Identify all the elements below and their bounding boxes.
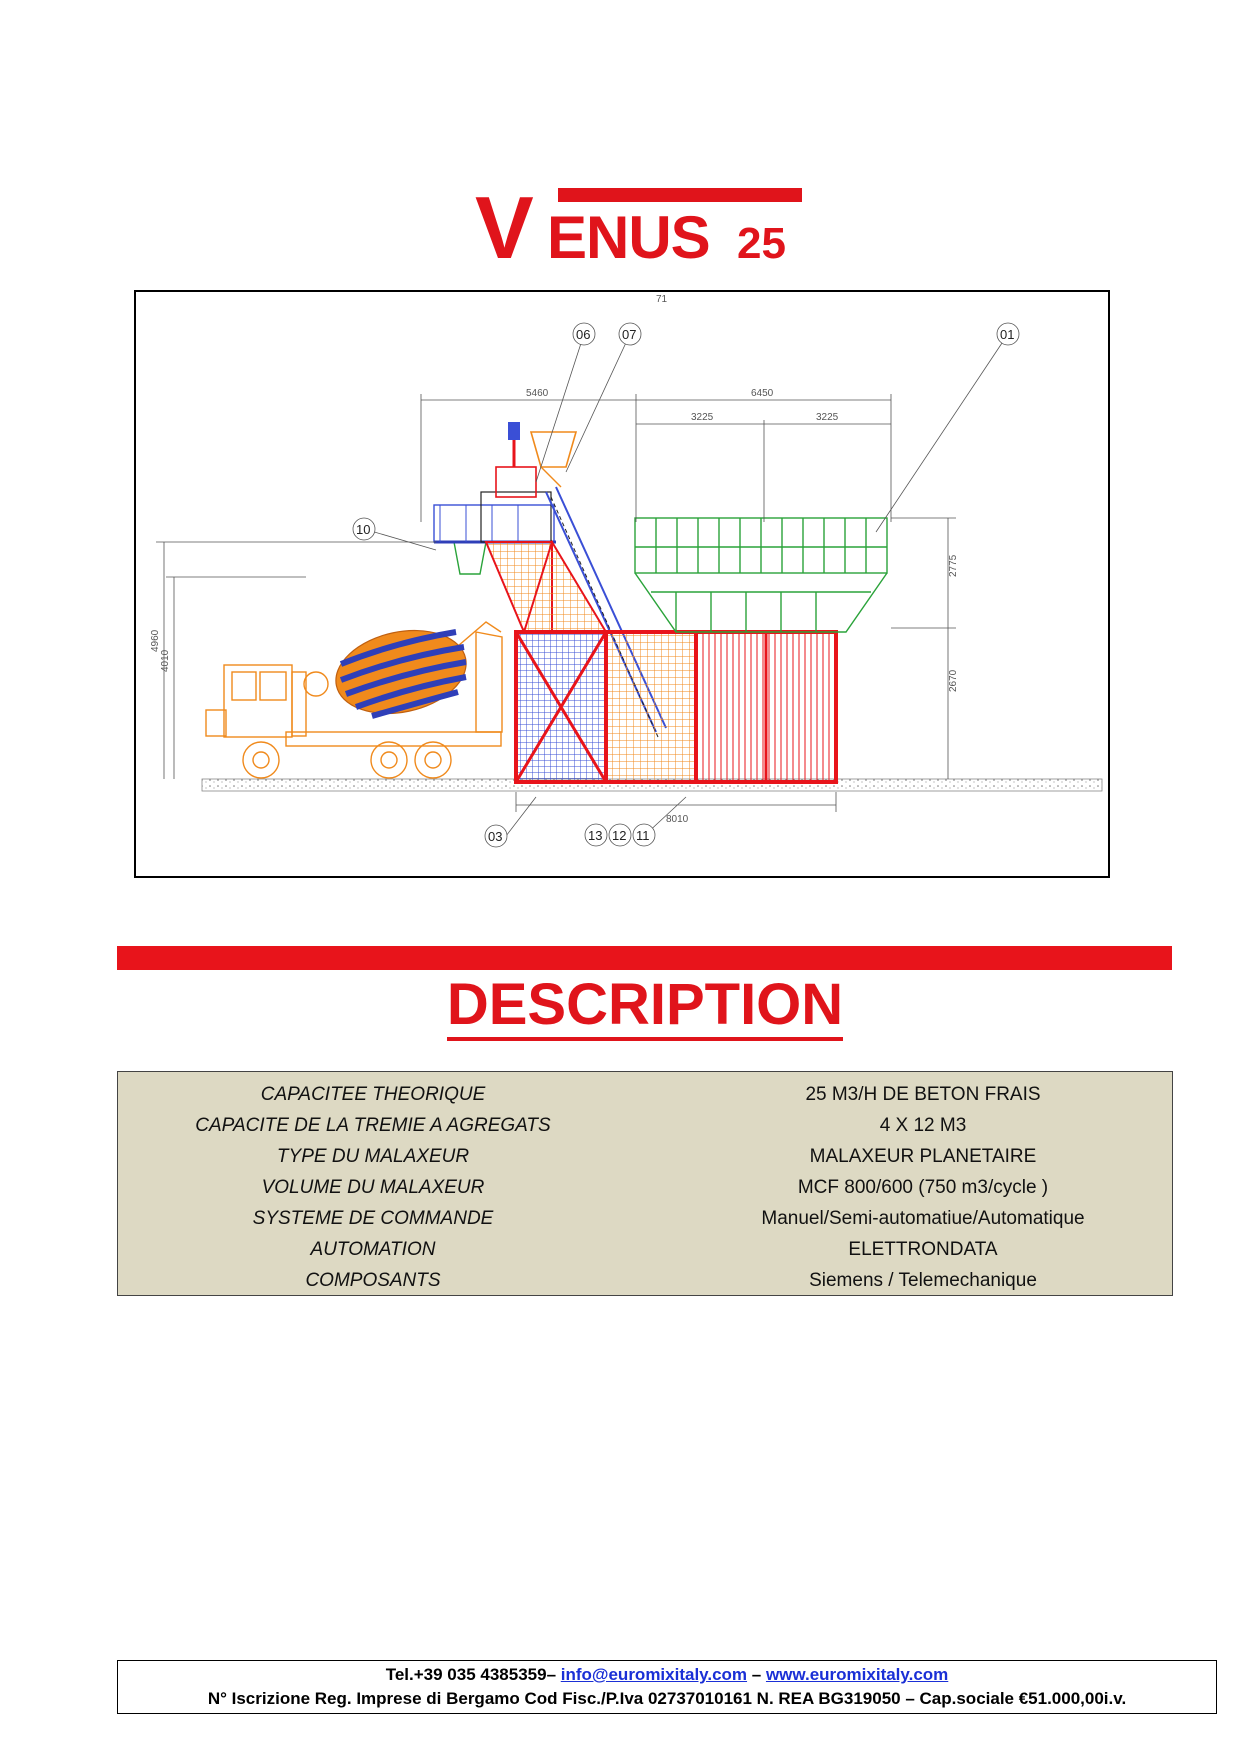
spec-value: Manuel/Semi-automatiue/Automatique <box>761 1208 1085 1229</box>
footer-tel: Tel.+39 035 4385359 <box>385 1665 547 1684</box>
footer-separator: – <box>546 1665 561 1684</box>
mixer-drum-icon <box>328 619 474 725</box>
mixer-platform <box>434 422 556 542</box>
spec-value: MCF 800/600 (750 m3/cycle ) <box>797 1177 1049 1198</box>
spec-row <box>118 1141 1172 1172</box>
description-heading-text: DESCRIPTION <box>447 972 843 1041</box>
discharge-cone <box>454 542 486 574</box>
spec-label: COMPOSANTS <box>305 1270 441 1291</box>
product-logo <box>475 178 805 278</box>
spec-label: AUTOMATION <box>310 1239 436 1260</box>
description-heading <box>0 970 1240 1040</box>
dimension-5460: 5460 <box>526 388 549 399</box>
callout-12: 12 <box>612 828 627 843</box>
dimension-6450: 6450 <box>751 388 774 399</box>
spec-label: VOLUME DU MALAXEUR <box>261 1177 485 1198</box>
spec-row <box>118 1234 1172 1265</box>
spec-label: CAPACITE DE LA TREMIE A AGREGATS <box>195 1115 551 1136</box>
plant-drawing <box>134 290 1110 878</box>
callout-07: 07 <box>622 327 637 342</box>
spec-value: ELETTRONDATA <box>848 1239 998 1260</box>
spec-value: 25 M3/H DE BETON FRAIS <box>805 1084 1041 1105</box>
plant-drawing-svg <box>136 292 1108 876</box>
footer-email-link[interactable]: info@euromixitaly.com <box>560 1665 748 1684</box>
dimension-2670: 2670 <box>948 669 959 692</box>
spec-row <box>118 1079 1172 1110</box>
dimension-2775: 2775 <box>948 554 959 577</box>
dimension-4010: 4010 <box>160 649 171 672</box>
spec-label: SYSTEME DE COMMANDE <box>252 1208 494 1229</box>
spec-table <box>117 1071 1173 1296</box>
footer-website-link[interactable]: www.euromixitaly.com <box>765 1665 949 1684</box>
dimension-71: 71 <box>656 294 668 305</box>
dimension-3225-left: 3225 <box>691 412 714 423</box>
logo-bar <box>558 188 802 202</box>
dimension-4960: 4960 <box>150 629 161 652</box>
footer-contact <box>118 1663 1216 1687</box>
logo-number: 25 <box>737 219 786 268</box>
spec-row <box>118 1265 1172 1296</box>
footer <box>117 1660 1217 1714</box>
spec-row <box>118 1110 1172 1141</box>
base-structure <box>516 632 836 782</box>
spec-value: MALAXEUR PLANETAIRE <box>809 1146 1037 1167</box>
callout-13: 13 <box>588 828 603 843</box>
callout-03: 03 <box>488 829 503 844</box>
spec-label: TYPE DU MALAXEUR <box>276 1146 470 1167</box>
spec-row <box>118 1172 1172 1203</box>
spec-row <box>118 1203 1172 1234</box>
dimension-3225-right: 3225 <box>816 412 839 423</box>
spec-value: Siemens / Telemechanique <box>809 1270 1037 1291</box>
dimension-8010: 8010 <box>666 814 689 825</box>
footer-registration: N° Iscrizione Reg. Imprese di Bergamo Cod Fisc./P.Iva 02737010161 N. REA BG319050 – Cap.sociale €51.000,00i.v. <box>207 1689 1127 1708</box>
spec-value: 4 X 12 M3 <box>879 1115 967 1136</box>
logo-name: ENUS <box>547 204 710 271</box>
section-divider-bar <box>117 946 1172 970</box>
logo-letter-v: V <box>475 178 532 277</box>
spec-label: CAPACITEE THEORIQUE <box>260 1084 486 1105</box>
footer-separator: – <box>747 1665 766 1684</box>
callout-06: 06 <box>576 327 591 342</box>
aggregate-hoppers <box>635 518 887 632</box>
callout-10: 10 <box>356 522 371 537</box>
callout-11: 11 <box>636 828 650 843</box>
callout-01: 01 <box>1000 327 1015 342</box>
